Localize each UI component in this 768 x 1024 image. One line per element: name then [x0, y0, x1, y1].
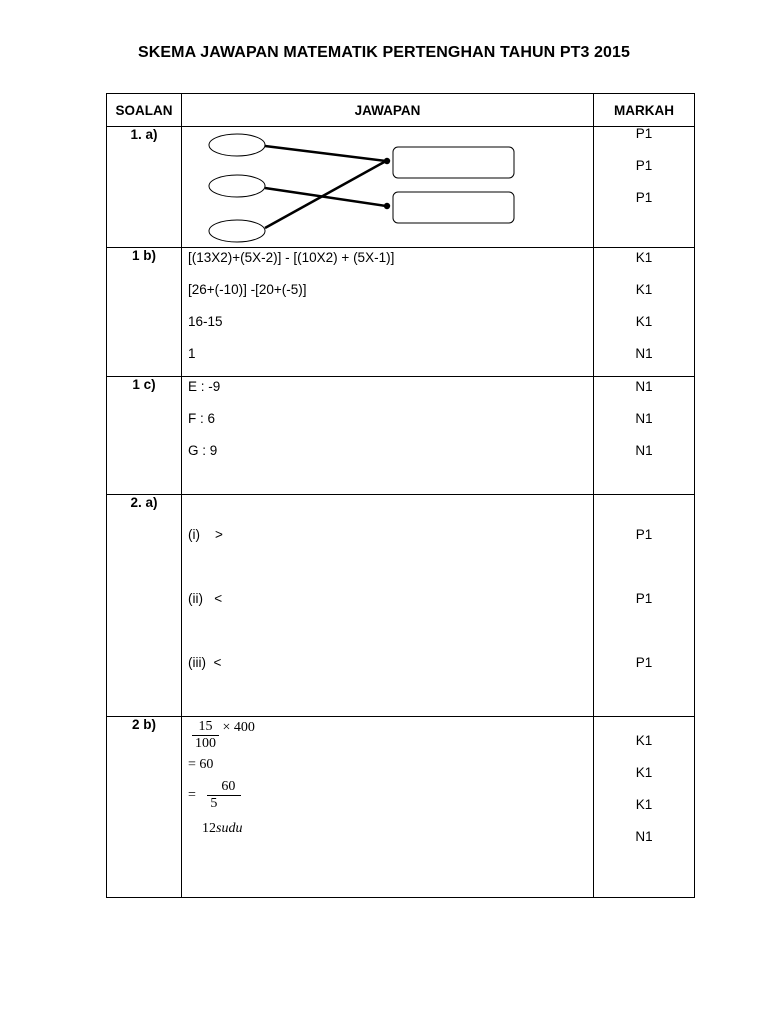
answer-cell: [182, 248, 594, 377]
answer-line: (i) >: [188, 527, 223, 542]
header-markah: MARKAH: [594, 94, 695, 127]
question-label: 1. a): [107, 127, 182, 248]
match-line-1: [265, 146, 386, 161]
mark: K1: [635, 282, 653, 297]
fraction-numerator: 15: [192, 719, 219, 736]
row-2b: [107, 717, 695, 898]
answer-line: (iii) <: [188, 655, 222, 670]
mark: N1: [635, 443, 653, 458]
header-row: [107, 94, 695, 127]
multiplier: × 400: [222, 719, 255, 735]
mark: N1: [635, 346, 653, 361]
matching-diagram: [182, 127, 593, 247]
mark: K1: [635, 314, 653, 329]
header-jawapan: JAWAPAN: [182, 94, 594, 127]
mark: P1: [635, 527, 653, 542]
question-label: 1 c): [107, 377, 182, 495]
matching-diagram-svg: [182, 127, 592, 247]
marks-cell: [594, 377, 695, 495]
fraction: [207, 779, 241, 812]
fraction-denominator: 100: [195, 736, 216, 751]
match-line-3: [265, 161, 386, 228]
question-label: 1 b): [107, 248, 182, 377]
mark: K1: [635, 733, 653, 748]
mark: N1: [635, 411, 653, 426]
answer-line: (ii) <: [188, 591, 223, 606]
left-oval-3: [209, 220, 265, 242]
right-box-2: [393, 192, 514, 223]
row-1c: [107, 377, 695, 495]
page-title: SKEMA JAWAPAN MATEMATIK PERTENGHAN TAHUN PT3 2015: [137, 44, 631, 61]
final-answer: [182, 819, 593, 843]
working-line: [(13X2)+(5X-2)] - [(10X2) + (5X-1)]: [188, 250, 395, 265]
marks-cell: [594, 248, 695, 377]
mark: N1: [635, 379, 653, 394]
answer-line: G : 9: [188, 443, 218, 458]
equals-sign: =: [188, 787, 196, 803]
question-label: 2 b): [107, 717, 182, 898]
marks-cell: [594, 127, 695, 248]
match-dot-1: [384, 158, 390, 164]
fraction-numerator: 60: [207, 779, 241, 796]
header-soalan: SOALAN: [107, 94, 182, 127]
mark: P1: [635, 126, 653, 141]
answer-cell: [182, 377, 594, 495]
answer-cell: [182, 127, 594, 248]
answer-cell: [182, 495, 594, 717]
working-line: [26+(-10)] -[20+(-5)]: [188, 282, 307, 297]
final-answer-number: 12: [202, 821, 216, 836]
fraction: [192, 719, 219, 752]
mark: K1: [635, 797, 653, 812]
mark: P1: [635, 655, 653, 670]
mark: K1: [635, 765, 653, 780]
working-fraction-line: [182, 779, 593, 819]
final-answer-unit: sudu: [216, 821, 243, 836]
mark: P1: [635, 591, 653, 606]
answer-scheme-table: [106, 93, 695, 898]
mark: P1: [635, 190, 653, 205]
row-2a: [107, 495, 695, 717]
row-1a: [107, 127, 695, 248]
marks-cell: [594, 717, 695, 898]
left-oval-2: [209, 175, 265, 197]
fraction-denominator: 5: [210, 796, 218, 811]
question-label: 2. a): [107, 495, 182, 717]
row-1b: [107, 248, 695, 377]
match-dot-2: [384, 203, 390, 209]
working-fraction-line: [182, 717, 593, 757]
left-oval-1: [209, 134, 265, 156]
answer-cell: [182, 717, 594, 898]
mark: P1: [635, 158, 653, 173]
mark: K1: [635, 250, 653, 265]
working-line: 1: [188, 346, 196, 361]
mark: N1: [635, 829, 653, 844]
match-line-2: [265, 188, 386, 206]
answer-line: E : -9: [188, 379, 221, 394]
marks-cell: [594, 495, 695, 717]
answer-line: F : 6: [188, 411, 216, 426]
working-line: = 60: [188, 757, 214, 772]
right-box-1: [393, 147, 514, 178]
working-line: 16-15: [188, 314, 223, 329]
